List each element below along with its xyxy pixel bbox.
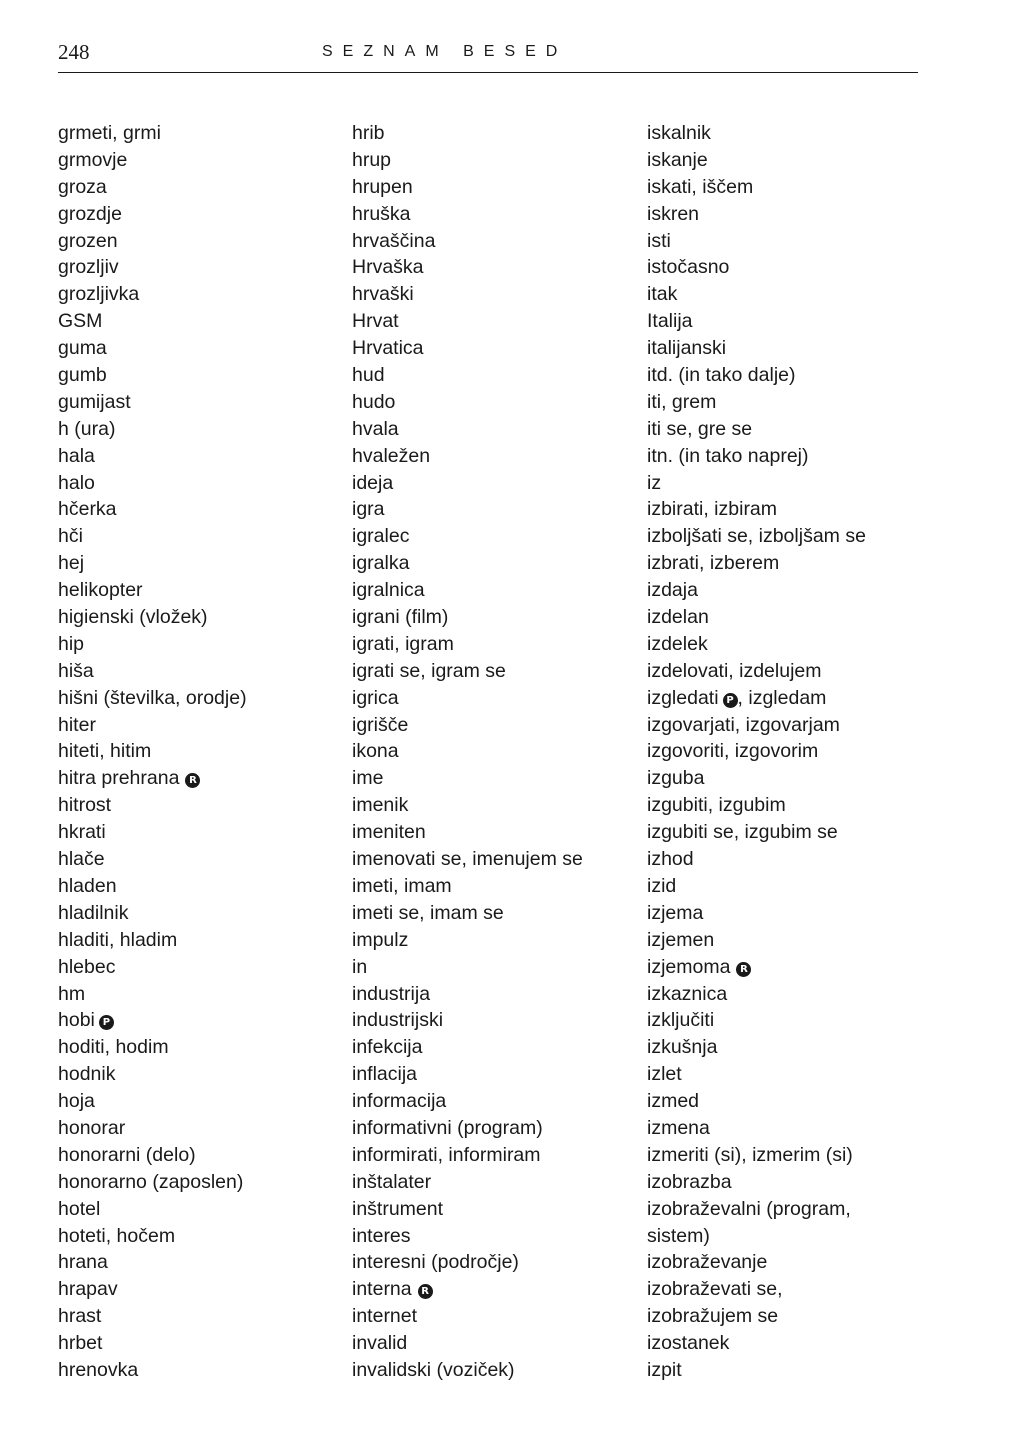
word-text: hitra prehrana: [58, 767, 180, 790]
word-entry: [352, 846, 583, 873]
word-text: izid: [647, 874, 677, 897]
word-entry: [647, 1223, 866, 1250]
word-text: imeti, imam: [352, 874, 452, 897]
word-text: hvaležen: [352, 444, 431, 467]
word-entry: [647, 1088, 866, 1115]
word-entry: [352, 658, 583, 685]
word-entry: [647, 738, 866, 765]
word-entry: [58, 496, 247, 523]
word-entry: [352, 712, 583, 739]
word-text: imeniten: [352, 821, 426, 844]
word-entry: [58, 1303, 247, 1330]
word-entry: [58, 1330, 247, 1357]
word-text: internet: [352, 1305, 418, 1328]
word-text: hkrati: [58, 821, 106, 844]
word-text: izdelek: [647, 632, 708, 655]
regional-marker-icon: R: [736, 962, 751, 977]
word-text: in: [352, 955, 368, 978]
word-text: hrapav: [58, 1278, 118, 1301]
word-text: iz: [647, 471, 662, 494]
word-text: izjema: [647, 901, 704, 924]
word-text: honorar: [58, 1116, 126, 1139]
word-text: hrenovka: [58, 1358, 139, 1381]
word-text: hlače: [58, 848, 105, 871]
word-text: h (ura): [58, 417, 116, 440]
word-entry: [647, 1061, 866, 1088]
word-text: izdelovati, izdelujem: [647, 659, 822, 682]
word-text: sistem): [647, 1224, 710, 1247]
word-entry: [352, 120, 583, 147]
word-text: izgovoriti, izgovorim: [647, 740, 819, 763]
word-entry: [58, 281, 247, 308]
word-entry: [352, 523, 583, 550]
word-entry: [352, 1196, 583, 1223]
word-entry: [647, 550, 866, 577]
word-entry: [647, 147, 866, 174]
word-entry: [352, 1142, 583, 1169]
word-text: hoja: [58, 1090, 95, 1113]
word-entry: [352, 1115, 583, 1142]
word-entry: [352, 443, 583, 470]
word-entry: [352, 1169, 583, 1196]
word-entry: [647, 254, 866, 281]
word-entry: [58, 981, 247, 1008]
word-text: itn. (in tako naprej): [647, 444, 809, 467]
word-entry: [352, 228, 583, 255]
word-entry: [58, 1061, 247, 1088]
word-text: imenovati se, imenujem se: [352, 848, 583, 871]
word-entry: [647, 981, 866, 1008]
word-entry: [58, 254, 247, 281]
word-text: iti, grem: [647, 390, 717, 413]
word-entry: [352, 1249, 583, 1276]
word-entry: [352, 765, 583, 792]
word-entry: [647, 1249, 866, 1276]
word-entry: [352, 981, 583, 1008]
word-entry: [352, 1276, 583, 1303]
word-text: itak: [647, 283, 678, 306]
word-entry: [647, 712, 866, 739]
word-text: igrati, igram: [352, 632, 454, 655]
word-text: hrvaščina: [352, 229, 436, 252]
word-text: hruška: [352, 202, 411, 225]
word-entry: [352, 1007, 583, 1034]
word-entry: [647, 1330, 866, 1357]
word-text: informirati, informiram: [352, 1143, 541, 1166]
word-text: izdaja: [647, 579, 698, 602]
word-entry: [352, 1088, 583, 1115]
word-entry: [647, 308, 866, 335]
word-entry: [647, 954, 866, 981]
word-text: hlebec: [58, 955, 116, 978]
word-entry: [58, 819, 247, 846]
word-entry: [58, 308, 247, 335]
word-text: izhod: [647, 848, 694, 871]
word-entry: [58, 954, 247, 981]
word-entry: [58, 1034, 247, 1061]
word-entry: [58, 1276, 247, 1303]
word-entry: [58, 523, 247, 550]
word-text: izobrazba: [647, 1170, 732, 1193]
word-entry: [352, 685, 583, 712]
word-entry: [58, 120, 247, 147]
word-text: invalidski (voziček): [352, 1358, 515, 1381]
word-text: izguba: [647, 767, 705, 790]
word-text: honorarno (zaposlen): [58, 1170, 244, 1193]
word-entry: [352, 147, 583, 174]
word-entry: [58, 577, 247, 604]
word-entry: [352, 900, 583, 927]
word-entry: [647, 765, 866, 792]
word-text: ime: [352, 767, 384, 790]
regional-marker-icon: R: [418, 1284, 433, 1299]
word-text: izobražujem se: [647, 1305, 779, 1328]
word-entry: [58, 1223, 247, 1250]
word-text: izmed: [647, 1090, 700, 1113]
word-text: imenik: [352, 794, 409, 817]
word-text: ideja: [352, 471, 394, 494]
word-text-suffix: , izgledam: [737, 686, 827, 709]
word-text: igra: [352, 498, 385, 521]
word-text: istočasno: [647, 256, 730, 279]
word-text: hitrost: [58, 794, 112, 817]
word-text: izbirati, izbiram: [647, 498, 778, 521]
word-text: GSM: [58, 310, 103, 333]
word-entry: [352, 792, 583, 819]
word-text: hiša: [58, 659, 94, 682]
word-text: iskalnik: [647, 122, 711, 144]
word-text: Hrvat: [352, 310, 399, 333]
word-entry: [58, 1249, 247, 1276]
word-entry: [58, 550, 247, 577]
word-entry: [352, 819, 583, 846]
word-entry: [352, 1357, 583, 1384]
word-text: interesni (področje): [352, 1251, 519, 1274]
word-entry: [352, 416, 583, 443]
word-text: Hrvaška: [352, 256, 424, 279]
word-text: italijanski: [647, 337, 727, 360]
word-text: hud: [352, 364, 385, 387]
word-text: grozen: [58, 229, 118, 252]
word-entry: [352, 470, 583, 497]
word-text: hoditi, hodim: [58, 1036, 169, 1059]
word-entry: [58, 416, 247, 443]
word-text: hrupen: [352, 175, 413, 198]
word-entry: [647, 1276, 866, 1303]
word-text: helikopter: [58, 579, 143, 602]
word-entry: [647, 900, 866, 927]
word-text: ikona: [352, 740, 399, 763]
word-entry: [647, 792, 866, 819]
word-text: hrib: [352, 122, 385, 144]
word-entry: [647, 470, 866, 497]
word-entry: [647, 1303, 866, 1330]
word-text: hladilnik: [58, 901, 129, 924]
word-entry: [352, 1330, 583, 1357]
word-entry: [352, 496, 583, 523]
word-text: grmeti, grmi: [58, 122, 161, 144]
word-text: igrica: [352, 686, 399, 709]
word-entry: [352, 1223, 583, 1250]
word-text: grozljiv: [58, 256, 119, 279]
word-entry: [58, 470, 247, 497]
word-text: hladen: [58, 874, 117, 897]
regional-marker-icon: R: [185, 773, 200, 788]
word-entry: [352, 174, 583, 201]
word-text: hiter: [58, 713, 96, 736]
word-text: higienski (vložek): [58, 606, 208, 629]
word-entry: [647, 389, 866, 416]
word-text: interna: [352, 1278, 412, 1301]
word-text: igralec: [352, 525, 410, 548]
word-text: hrana: [58, 1251, 108, 1274]
word-entry: [58, 631, 247, 658]
word-text: hladiti, hladim: [58, 928, 178, 951]
word-text: izkaznica: [647, 982, 728, 1005]
word-text: impulz: [352, 928, 409, 951]
word-entry: [58, 792, 247, 819]
word-text: izpit: [647, 1358, 682, 1381]
word-text: groza: [58, 175, 107, 198]
word-entry: [58, 846, 247, 873]
word-entry: [352, 927, 583, 954]
word-text: hči: [58, 525, 83, 548]
word-text: iti se, gre se: [647, 417, 753, 440]
word-text: Italija: [647, 310, 693, 333]
word-text: inštrument: [352, 1197, 444, 1220]
colloquial-marker-icon: P: [99, 1015, 114, 1030]
word-entry: [647, 1196, 866, 1223]
word-text: informativni (program): [352, 1116, 543, 1139]
word-entry: [352, 1061, 583, 1088]
word-entry: [58, 927, 247, 954]
word-entry: [352, 308, 583, 335]
word-text: izjemoma: [647, 955, 731, 978]
word-text: izmeriti (si), izmerim (si): [647, 1143, 853, 1166]
word-entry: [58, 1169, 247, 1196]
word-text: guma: [58, 337, 107, 360]
word-entry: [647, 1142, 866, 1169]
word-text: inštalater: [352, 1170, 432, 1193]
word-entry: [352, 577, 583, 604]
word-entry: [647, 1115, 866, 1142]
word-text: izlet: [647, 1063, 682, 1086]
word-entry: [58, 738, 247, 765]
word-text: hobi: [58, 1009, 95, 1032]
word-text: izgubiti, izgubim: [647, 794, 786, 817]
word-text: izostanek: [647, 1332, 730, 1355]
word-entry: [352, 1034, 583, 1061]
word-entry: [58, 1007, 247, 1034]
word-text: izdelan: [647, 606, 709, 629]
word-list-column-3: [647, 120, 866, 1384]
word-entry: [647, 658, 866, 685]
word-text: grozdje: [58, 202, 122, 225]
word-text: izgubiti se, izgubim se: [647, 821, 838, 844]
word-list-column-2: [352, 120, 583, 1384]
word-text: izključiti: [647, 1009, 715, 1032]
word-text: izmena: [647, 1116, 710, 1139]
word-entry: [352, 873, 583, 900]
word-entry: [352, 389, 583, 416]
word-entry: [58, 201, 247, 228]
word-entry: [647, 120, 866, 147]
word-entry: [647, 1034, 866, 1061]
running-title: SEZNAM BESED: [322, 43, 568, 60]
word-list-column-1: [58, 120, 247, 1384]
word-entry: [647, 281, 866, 308]
word-entry: [647, 1007, 866, 1034]
word-text: igralka: [352, 552, 410, 575]
word-entry: [647, 174, 866, 201]
word-text: gumb: [58, 364, 107, 387]
word-entry: [352, 738, 583, 765]
word-text: hoteti, hočem: [58, 1224, 176, 1247]
word-text: hrup: [352, 148, 392, 171]
word-text: hrbet: [58, 1332, 103, 1355]
word-text: itd. (in tako dalje): [647, 364, 796, 387]
colloquial-marker-icon: P: [723, 693, 738, 708]
word-text: informacija: [352, 1090, 447, 1113]
word-text: igrani (film): [352, 606, 449, 629]
word-text: iskati, iščem: [647, 175, 754, 198]
word-entry: [58, 1115, 247, 1142]
word-text: invalid: [352, 1332, 408, 1355]
word-text: honorarni (delo): [58, 1143, 196, 1166]
word-entry: [647, 201, 866, 228]
word-entry: [647, 604, 866, 631]
word-entry: [58, 658, 247, 685]
word-text: hip: [58, 632, 85, 655]
word-text: halo: [58, 471, 95, 494]
word-entry: [647, 416, 866, 443]
word-text: izobraževati se,: [647, 1278, 783, 1301]
word-text: hvala: [352, 417, 399, 440]
word-text: hrvaški: [352, 283, 414, 306]
word-text: industrijski: [352, 1009, 444, 1032]
word-text: igrati se, igram se: [352, 659, 506, 682]
word-entry: [58, 1088, 247, 1115]
word-entry: [352, 954, 583, 981]
word-entry: [647, 362, 866, 389]
word-text: interes: [352, 1224, 411, 1247]
word-entry: [647, 631, 866, 658]
word-text: izjemen: [647, 928, 715, 951]
word-text: izobraževalni (program,: [647, 1197, 851, 1220]
word-text: izgovarjati, izgovarjam: [647, 713, 840, 736]
word-entry: [58, 335, 247, 362]
word-entry: [647, 496, 866, 523]
word-entry: [58, 147, 247, 174]
word-text: industrija: [352, 982, 431, 1005]
word-entry: [647, 577, 866, 604]
word-text: iskren: [647, 202, 700, 225]
word-text: grozljivka: [58, 283, 140, 306]
word-entry: [58, 174, 247, 201]
word-entry: [58, 765, 247, 792]
word-text: hudo: [352, 390, 396, 413]
word-entry: [58, 712, 247, 739]
word-entry: [647, 335, 866, 362]
word-text: igrišče: [352, 713, 409, 736]
word-entry: [352, 201, 583, 228]
word-entry: [352, 362, 583, 389]
word-entry: [647, 873, 866, 900]
word-text: hotel: [58, 1197, 101, 1220]
word-entry: [647, 685, 866, 712]
word-text: infekcija: [352, 1036, 423, 1059]
word-text: gumijast: [58, 390, 131, 413]
word-entry: [58, 389, 247, 416]
word-entry: [352, 631, 583, 658]
word-entry: [647, 523, 866, 550]
word-text: hrast: [58, 1305, 102, 1328]
word-entry: [352, 1303, 583, 1330]
page-number: 248: [58, 40, 90, 64]
word-text: Hrvatica: [352, 337, 424, 360]
word-entry: [58, 685, 247, 712]
word-entry: [352, 550, 583, 577]
word-entry: [647, 228, 866, 255]
word-text: izkušnja: [647, 1036, 718, 1059]
word-entry: [58, 362, 247, 389]
word-text: iskanje: [647, 148, 708, 171]
word-text: inflacija: [352, 1063, 418, 1086]
word-entry: [58, 900, 247, 927]
word-text: hej: [58, 552, 85, 575]
word-entry: [58, 228, 247, 255]
word-text: hm: [58, 982, 86, 1005]
word-entry: [58, 1142, 247, 1169]
word-text: isti: [647, 229, 671, 252]
word-entry: [647, 846, 866, 873]
word-entry: [647, 443, 866, 470]
word-entry: [58, 604, 247, 631]
word-entry: [647, 1357, 866, 1384]
word-entry: [352, 335, 583, 362]
word-entry: [58, 1196, 247, 1223]
word-text: grmovje: [58, 148, 128, 171]
word-text: igralnica: [352, 579, 425, 602]
word-text: hiteti, hitim: [58, 740, 152, 763]
word-entry: [647, 927, 866, 954]
word-entry: [647, 1169, 866, 1196]
word-entry: [58, 873, 247, 900]
word-text: hčerka: [58, 498, 117, 521]
word-entry: [352, 281, 583, 308]
word-entry: [647, 819, 866, 846]
word-entry: [352, 254, 583, 281]
header-rule: [58, 72, 918, 73]
word-entry: [58, 443, 247, 470]
word-entry: [352, 604, 583, 631]
word-text: izobraževanje: [647, 1251, 768, 1274]
word-text: izboljšati se, izboljšam se: [647, 525, 866, 548]
word-entry: [58, 1357, 247, 1384]
word-text: izgledati: [647, 686, 719, 709]
word-text: hala: [58, 444, 95, 467]
word-text: hišni (številka, orodje): [58, 686, 247, 709]
word-text: hodnik: [58, 1063, 116, 1086]
word-text: izbrati, izberem: [647, 552, 780, 575]
word-text: imeti se, imam se: [352, 901, 504, 924]
